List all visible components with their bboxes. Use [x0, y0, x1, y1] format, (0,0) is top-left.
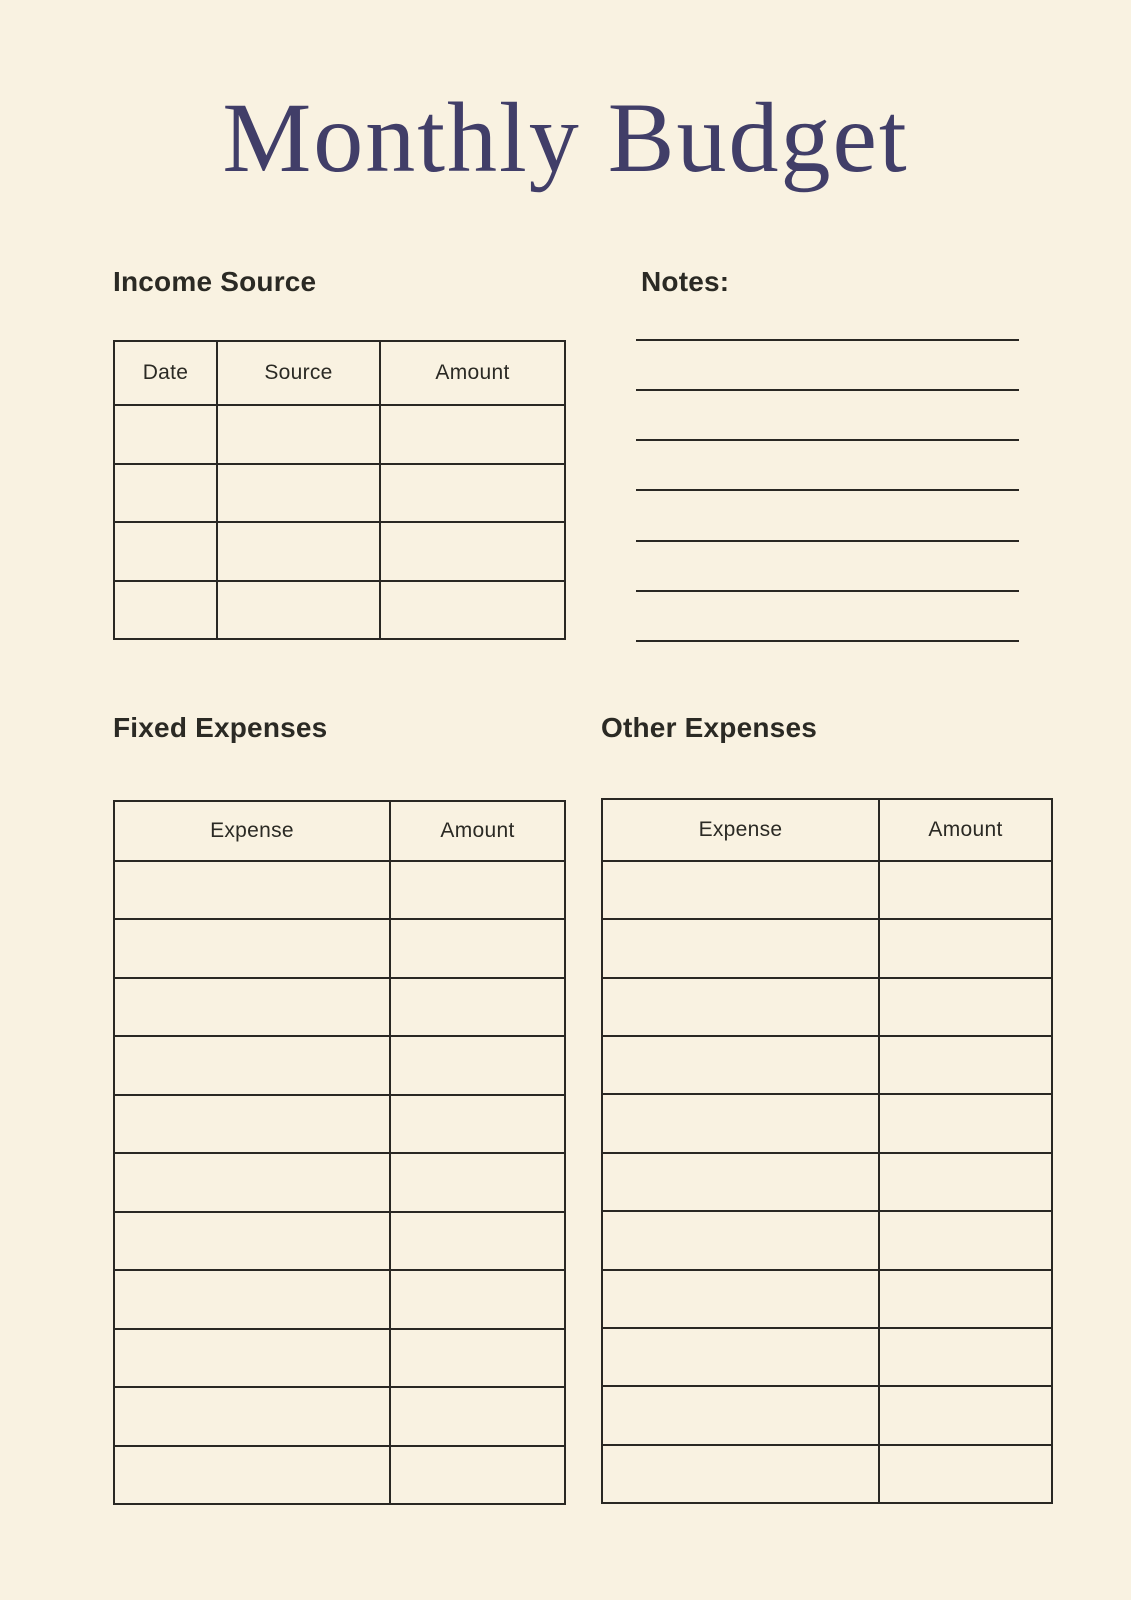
- income-amount-cell[interactable]: [379, 465, 564, 522]
- other-expense-name-cell[interactable]: [603, 1154, 878, 1210]
- notes-writing-line[interactable]: [636, 590, 1019, 592]
- income-column-header-date: Date: [142, 361, 189, 384]
- fixed-expenses-table-row: [115, 1035, 564, 1093]
- other-expense-name-cell[interactable]: [603, 1037, 878, 1093]
- other-expenses-table-body: [603, 860, 1051, 1502]
- fixed-expense-amount-cell[interactable]: [389, 1388, 564, 1444]
- other-expense-table-row: [603, 1385, 1051, 1443]
- other-expense-name-cell[interactable]: [603, 1095, 878, 1151]
- other-expenses-heading: Other Expenses: [601, 712, 817, 743]
- other-expense-table-row: [603, 918, 1051, 976]
- income-table-row: [115, 463, 564, 522]
- fixed-expenses-table: [113, 800, 566, 1505]
- income-table: [113, 340, 566, 640]
- other-expense-name-cell[interactable]: [603, 979, 878, 1035]
- fixed-expenses-table-row: [115, 1152, 564, 1210]
- other-expense-name-cell[interactable]: [603, 1446, 878, 1502]
- other-expense-name-cell[interactable]: [603, 1271, 878, 1327]
- fixed-expenses-table-row: [115, 1386, 564, 1444]
- other-expense-table-row: [603, 1444, 1051, 1502]
- fixed-expense-name-cell[interactable]: [115, 1037, 389, 1093]
- fixed-expense-name-cell[interactable]: [115, 1271, 389, 1327]
- other-expenses-column-header-amount: Amount: [878, 800, 1051, 860]
- fixed-expenses-table-row: [115, 1328, 564, 1386]
- other-expense-name-cell[interactable]: [603, 862, 878, 918]
- notes-writing-line[interactable]: [636, 540, 1019, 542]
- fixed-expense-amount-cell[interactable]: [389, 1271, 564, 1327]
- notes-writing-line[interactable]: [636, 489, 1019, 491]
- income-amount-cell[interactable]: [379, 582, 564, 639]
- income-source-cell[interactable]: [216, 465, 379, 522]
- income-source-cell[interactable]: [216, 582, 379, 639]
- income-table-row: [115, 580, 564, 639]
- fixed-expenses-column-header-expense: Expense: [210, 819, 294, 842]
- other-expense-amount-cell[interactable]: [878, 1037, 1051, 1093]
- other-expense-amount-cell[interactable]: [878, 1446, 1051, 1502]
- page-title: Monthly Budget: [222, 82, 909, 193]
- fixed-expense-name-cell[interactable]: [115, 920, 389, 976]
- fixed-expense-name-cell[interactable]: [115, 979, 389, 1035]
- other-expense-amount-cell[interactable]: [878, 862, 1051, 918]
- fixed-expenses-table-row: [115, 1211, 564, 1269]
- other-expense-table-row: [603, 1210, 1051, 1268]
- income-source-cell[interactable]: [216, 406, 379, 463]
- fixed-expense-amount-cell[interactable]: [389, 1154, 564, 1210]
- other-expenses-header-row: [603, 800, 1051, 860]
- notes-writing-line[interactable]: [636, 439, 1019, 441]
- notes-writing-line[interactable]: [636, 389, 1019, 391]
- fixed-expense-amount-cell[interactable]: [389, 920, 564, 976]
- income-source-cell[interactable]: [216, 523, 379, 580]
- other-expense-table-row: [603, 977, 1051, 1035]
- notes-heading: Notes:: [641, 266, 730, 297]
- fixed-expenses-table-row: [115, 977, 564, 1035]
- fixed-expenses-table-body: [115, 860, 564, 1503]
- fixed-expense-amount-cell[interactable]: [389, 1213, 564, 1269]
- income-column-header-amount: Amount: [379, 342, 564, 404]
- other-expense-table-row: [603, 1093, 1051, 1151]
- fixed-expenses-table-row: [115, 1269, 564, 1327]
- other-expense-amount-cell[interactable]: [878, 1212, 1051, 1268]
- fixed-expense-name-cell[interactable]: [115, 1154, 389, 1210]
- fixed-expense-amount-cell[interactable]: [389, 862, 564, 918]
- income-table-body: [115, 404, 564, 638]
- fixed-expenses-column-header-amount: Amount: [389, 802, 564, 860]
- other-expense-table-row: [603, 860, 1051, 918]
- fixed-expense-name-cell[interactable]: [115, 1213, 389, 1269]
- other-expense-name-cell[interactable]: [603, 920, 878, 976]
- income-table-row: [115, 521, 564, 580]
- fixed-expense-name-cell[interactable]: [115, 1447, 389, 1503]
- fixed-expense-name-cell[interactable]: [115, 1096, 389, 1152]
- fixed-expense-amount-cell[interactable]: [389, 1330, 564, 1386]
- other-expenses-column-header-expense: Expense: [698, 818, 783, 841]
- other-expense-amount-cell[interactable]: [878, 1154, 1051, 1210]
- other-expense-name-cell[interactable]: [603, 1212, 878, 1268]
- fixed-expense-amount-cell[interactable]: [389, 979, 564, 1035]
- fixed-expense-name-cell[interactable]: [115, 862, 389, 918]
- income-date-cell[interactable]: [115, 523, 216, 580]
- other-expense-amount-cell[interactable]: [878, 979, 1051, 1035]
- other-expense-table-row: [603, 1269, 1051, 1327]
- notes-writing-line[interactable]: [636, 339, 1019, 341]
- other-expense-amount-cell[interactable]: [878, 1329, 1051, 1385]
- fixed-expenses-heading: Fixed Expenses: [113, 712, 328, 743]
- fixed-expense-name-cell[interactable]: [115, 1330, 389, 1386]
- income-amount-cell[interactable]: [379, 523, 564, 580]
- fixed-expenses-table-row: [115, 918, 564, 976]
- income-date-cell[interactable]: [115, 406, 216, 463]
- other-expenses-table: [601, 798, 1053, 1504]
- income-column-header-source: Source: [216, 342, 379, 404]
- other-expense-table-row: [603, 1327, 1051, 1385]
- fixed-expenses-table-row: [115, 1094, 564, 1152]
- income-date-cell[interactable]: [115, 465, 216, 522]
- fixed-expense-name-cell[interactable]: [115, 1388, 389, 1444]
- other-expense-amount-cell[interactable]: [878, 1271, 1051, 1327]
- other-expense-name-cell[interactable]: [603, 1329, 878, 1385]
- other-expense-name-cell[interactable]: [603, 1387, 878, 1443]
- income-date-cell[interactable]: [115, 582, 216, 639]
- other-expense-amount-cell[interactable]: [878, 1095, 1051, 1151]
- other-expense-amount-cell[interactable]: [878, 920, 1051, 976]
- fixed-expenses-header-row: [115, 802, 564, 860]
- fixed-expenses-table-row: [115, 860, 564, 918]
- other-expense-table-row: [603, 1152, 1051, 1210]
- notes-lines-area: [636, 339, 1019, 642]
- income-table-row: [115, 404, 564, 463]
- income-source-heading: Income Source: [113, 266, 317, 297]
- income-amount-cell[interactable]: [379, 406, 564, 463]
- fixed-expense-amount-cell[interactable]: [389, 1447, 564, 1503]
- other-expense-amount-cell[interactable]: [878, 1387, 1051, 1443]
- notes-writing-line[interactable]: [636, 640, 1019, 642]
- fixed-expenses-table-row: [115, 1445, 564, 1503]
- income-table-header-row: [115, 342, 564, 404]
- other-expense-table-row: [603, 1035, 1051, 1093]
- fixed-expense-amount-cell[interactable]: [389, 1037, 564, 1093]
- fixed-expense-amount-cell[interactable]: [389, 1096, 564, 1152]
